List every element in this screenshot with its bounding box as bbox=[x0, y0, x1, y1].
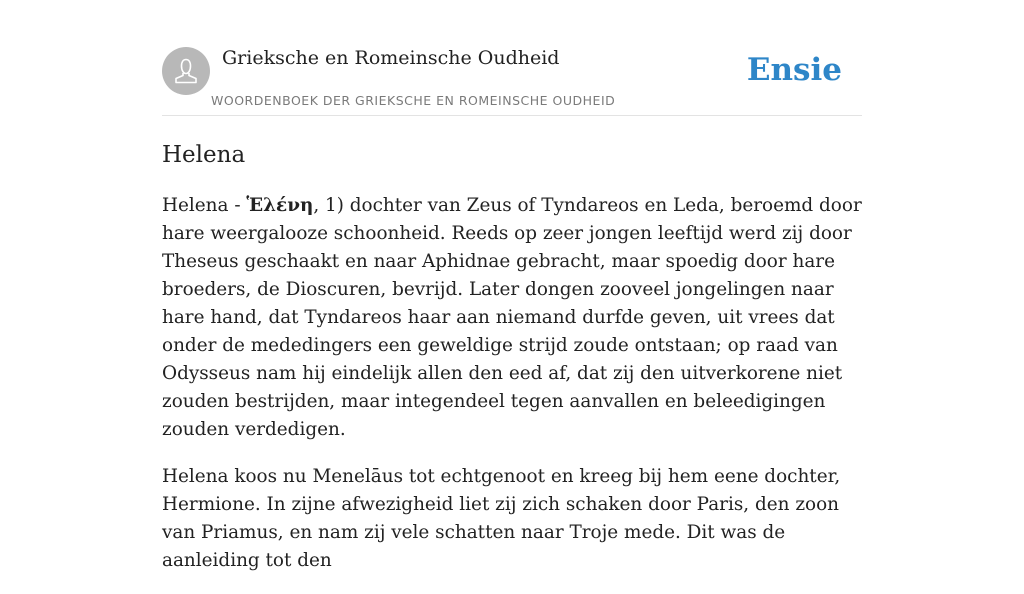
entry-paragraph bbox=[162, 463, 862, 575]
greek-term: Ἑλένη bbox=[246, 195, 314, 216]
entry-lead: Helena - bbox=[162, 195, 247, 216]
entry-title: Helena bbox=[162, 142, 246, 168]
user-outline-icon bbox=[162, 47, 210, 95]
book-title[interactable]: Grieksche en Romeinsche Oudheid bbox=[222, 47, 560, 69]
entry-paragraph bbox=[162, 192, 862, 444]
ensie-logo[interactable]: Ensie bbox=[746, 52, 842, 88]
header bbox=[162, 46, 862, 116]
avatar[interactable] bbox=[162, 47, 210, 95]
entry-paragraph-text: Helena koos nu Menelāus tot echtgenoot en kreeg bij hem eene dochter, Hermione. In zijne afwezigheid liet zij zich schaken door Paris, den zoon van Priamus, en nam zij vele schatten naar Troje mede. Dit was de aanleiding tot den bbox=[162, 466, 841, 571]
book-subtitle: WOORDENBOEK DER GRIEKSCHE EN ROMEINSCHE OUDHEID bbox=[211, 93, 616, 108]
entry-content bbox=[162, 192, 862, 594]
entry-paragraph-text: , 1) dochter van Zeus of Tyndareos en Leda, beroemd door hare weergalooze schoonheid. Reeds op zeer jongen leeftijd werd zij door Theseus geschaakt en naar Aphidnae gebracht, maar spoedig door hare broeders, de Dioscuren, bevrijd. Later dongen zooveel jongelingen naar hare hand, dat Tyndareos haar aan niemand durfde geven, uit vrees dat onder de mededingers een geweldige strijd zoude ontstaan; op raad van Odysseus nam hij eindelijk allen den eed af, dat zij den uitverkorene niet zouden bestrijden, maar integendeel tegen aanvallen en beleedigingen zouden verdedigen. bbox=[162, 195, 862, 440]
